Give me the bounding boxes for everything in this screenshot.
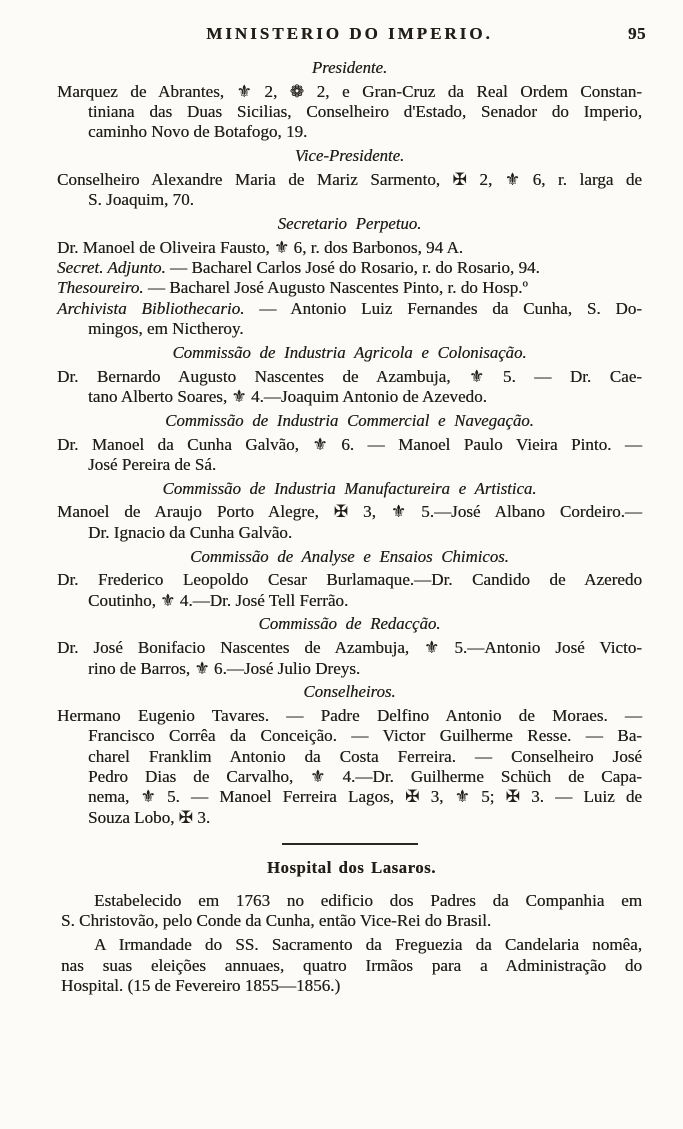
section-heading: Commissão de Redacção. <box>258 614 441 634</box>
section-heading: Commissão de Industria Agricola e Colonisação. <box>172 342 527 362</box>
paragraph-line: Hospital. (15 de Fevereiro 1855—1856.) <box>61 976 341 996</box>
section-commissao-manufactureira <box>57 479 642 543</box>
entry-text: — Bacharel Carlos José do Rosario, r. do Rosario, 94. <box>165 258 540 278</box>
entry-line: Dr. Bernardo Augusto Nascentes de Azambuja, ⚜ 5. — Dr. Cae- <box>57 366 642 386</box>
paragraph-line: nas suas eleições annuaes, quatro Irmãos para a Administração do <box>61 955 642 975</box>
entry-line: José Pereira de Sá. <box>88 454 217 474</box>
entry-line: Souza Lobo, ✠ 3. <box>88 807 211 827</box>
entry-text: — Bacharel José Augusto Nascentes Pinto, r. do Hosp.º <box>143 278 528 298</box>
paragraph-line: S. Christovão, pelo Conde da Cunha, então Vice-Rei do Brasil. <box>61 911 492 931</box>
section-heading: Conselheiros. <box>303 682 396 702</box>
entry-line: tiniana das Duas Sicilias, Conselheiro d'Estado, Senador do Imperio, <box>88 102 642 122</box>
entry-line: Coutinho, ⚜ 4.—Dr. José Tell Ferrão. <box>88 590 349 610</box>
hospital-title: Hospital dos Lasaros. <box>267 857 436 877</box>
entry-line <box>57 278 642 298</box>
role-label: Archivista Bibliothecario. <box>57 298 245 318</box>
section-commissao-redaccao <box>57 614 642 678</box>
section-heading: Commissão de Industria Commercial e Navegação. <box>165 410 534 430</box>
section-presidente <box>57 58 642 143</box>
entry-line: Dr. Ignacio da Cunha Galvão. <box>88 522 293 542</box>
role-label: Secret. Adjunto. <box>57 258 166 278</box>
section-conselheiros <box>57 682 642 828</box>
section-vice-presidente <box>57 146 642 210</box>
role-label: Thesoureiro. <box>57 278 144 298</box>
section-secretario-perpetuo <box>57 214 642 339</box>
section-hospital-dos-lasaros <box>61 858 642 996</box>
page-header-title: MINISTERIO DO IMPERIO. <box>206 24 493 43</box>
entry-line: S. Joaquim, 70. <box>88 190 194 210</box>
entry-line: tano Alberto Soares, ⚜ 4.—Joaquim Antonio de Azevedo. <box>88 386 487 406</box>
entry-text: — Antonio Luiz Fernandes da Cunha, S. Do- <box>244 298 642 318</box>
entry-line: nema, ⚜ 5. — Manoel Ferreira Lagos, ✠ 3, ⚜ 5; ✠ 3. — Luiz de <box>88 787 642 807</box>
section-commissao-commercial <box>57 411 642 475</box>
entry-line: Francisco Corrêa da Conceição. — Victor Guilherme Resse. — Ba- <box>88 726 642 746</box>
section-heading: Commissão de Industria Manufactureira e Artistica. <box>162 478 537 498</box>
page-number: 95 <box>628 24 646 43</box>
section-heading: Commissão de Analyse e Ensaios Chimicos. <box>190 546 509 566</box>
entry-line: Marquez de Abrantes, ⚜ 2, ❁ 2, e Gran-Cruz da Real Ordem Constan- <box>57 81 642 101</box>
entry-line: Dr. Frederico Leopoldo Cesar Burlamaque.—Dr. Candido de Azeredo <box>57 570 642 590</box>
entry-line: rino de Barros, ⚜ 6.—José Julio Dreys. <box>88 658 361 678</box>
paragraph-line: Estabelecido em 1763 no edificio dos Padres da Companhia em <box>94 890 642 910</box>
entry-line: Dr. Manoel de Oliveira Fausto, ⚜ 6, r. dos Barbonos, 94 A. <box>57 237 464 257</box>
entry-line <box>57 299 642 319</box>
entry-line: Pedro Dias de Carvalho, ⚜ 4.—Dr. Guilherme Schüch de Capa- <box>88 767 642 786</box>
entry-line: mingos, em Nictheroy. <box>88 319 244 339</box>
entry-line: Hermano Eugenio Tavares. — Padre Delfino Antonio de Moraes. — <box>57 706 642 726</box>
entry-line: Dr. José Bonifacio Nascentes de Azambuja, ⚜ 5.—Antonio José Victo- <box>57 638 642 658</box>
entry-line: Manoel de Araujo Porto Alegre, ✠ 3, ⚜ 5.—José Albano Cordeiro.— <box>57 502 642 522</box>
entry-line: caminho Novo de Botafogo, 19. <box>88 122 308 142</box>
section-commissao-analyse <box>57 547 642 611</box>
section-divider <box>282 843 418 845</box>
entry-line: Dr. Manoel da Cunha Galvão, ⚜ 6. — Manoel Paulo Vieira Pinto. — <box>57 434 642 454</box>
section-heading: Presidente. <box>311 58 388 77</box>
running-header <box>57 24 646 43</box>
paragraph-line: A Irmandade do SS. Sacramento da Freguezia da Candelaria nomêa, <box>94 935 642 955</box>
entry-line <box>57 258 642 278</box>
section-heading: Vice-Presidente. <box>294 146 405 166</box>
entry-line: Conselheiro Alexandre Maria de Mariz Sarmento, ✠ 2, ⚜ 6, r. larga de <box>57 169 642 189</box>
section-commissao-agricola <box>57 343 642 407</box>
section-heading: Secretario Perpetuo. <box>277 214 422 234</box>
entry-line: charel Franklim Antonio da Costa Ferreira. — Conselheiro José <box>88 746 642 766</box>
